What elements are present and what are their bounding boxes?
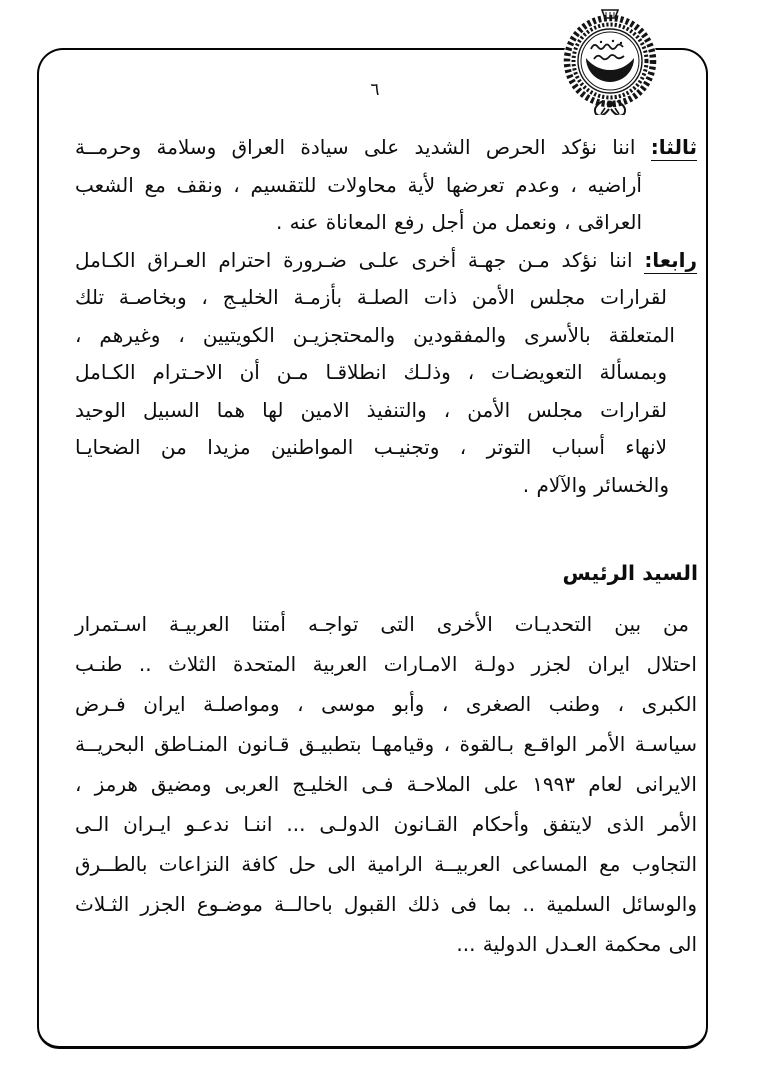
paragraph-line: الايرانى لعام ١٩٩٣ على الملاحـة فـى الخليـج العربى ومضيق هرمز ، — [75, 772, 697, 796]
paragraph-line — [75, 129, 697, 167]
paragraph-text: اننا نؤكد مـن جهـة أخرى علـى ضـرورة احترام العـراق الكـامل — [75, 247, 633, 272]
paragraph-line — [75, 242, 697, 280]
closing-paragraph — [75, 604, 697, 964]
paragraph-line: أراضيه ، وعدم تعرضها لأية محاولات للتقسيم ، ونقف مع الشعب — [75, 172, 642, 197]
paragraph-line: لانهاء أسباب التوتر ، وتجنيـب المواطنين مزيدا من الضحايـا — [75, 435, 667, 459]
paragraph-text: اننا نؤكد الحرص الشديد على سيادة العراق وسلامة وحرمــة — [75, 135, 636, 159]
page-number: ٦ — [370, 80, 380, 100]
paragraph-line: لقرارات مجلس الأمن ، والتنفيذ الامين لها هما السبيل الوحيد — [75, 397, 667, 422]
paragraph-line: والوسائل السلمية .. بما فى ذلك القبول باحالــة موضـوع الجزر الثـلاث — [75, 892, 697, 916]
paragraph-line: الأمر الذى لايتفق وأحكام القـانون الدولـى ... اننـا ندعـو ايـران الـى — [75, 812, 697, 836]
paragraph-line: لقرارات مجلس الأمن ذات الصلـة بأزمـة الخليـج ، وبخاصـة تلك — [75, 285, 667, 309]
paragraph-line: الكبرى ، وطنب الصغرى ، وأبو موسى ، ومواصلـة ايران فـرض — [75, 692, 697, 716]
section-heading: السيد الرئيس — [562, 561, 698, 585]
paragraph-line: المتعلقة بالأسرى والمفقودين والمحتجزيـن الكويتيين ، وغيرهم ، — [75, 322, 675, 347]
paragraph-label-third: ثالثا: — [650, 135, 697, 159]
paragraph-line: العراقى ، ونعمل من أجل رفع المعاناة عنه . — [275, 210, 642, 234]
arab-league-emblem-icon — [557, 7, 663, 115]
paragraph-line: الى محكمة العـدل الدولية ... — [456, 932, 697, 956]
paragraph-line: سياسـة الأمر الواقـع بـالقوة ، وقيامهـا بتطبيـق قـانون المنـاطق البحريــة — [75, 732, 697, 756]
body-paragraphs — [75, 129, 697, 504]
paragraph-line: احتلال ايران لجزر دولـة الامـارات العربية المتحدة الثلاث .. طنـب — [75, 652, 697, 676]
paragraph-line: التجاوب مع المساعى العربيــة الرامية الى حل كافة النزاعات بالطــرق — [75, 852, 697, 876]
paragraph-line: من بين التحديـات الأخرى التى تواجـه أمتنا العربيـة اسـتمرار — [75, 612, 689, 636]
paragraph-line: والخسائر والآلام . — [522, 472, 669, 497]
paragraph-label-fourth: رابعا: — [644, 247, 697, 272]
paragraph-line: وبمسألة التعويضـات ، وذلـك انطلاقـا مـن أن الاحـترام الكـامل — [75, 360, 667, 384]
